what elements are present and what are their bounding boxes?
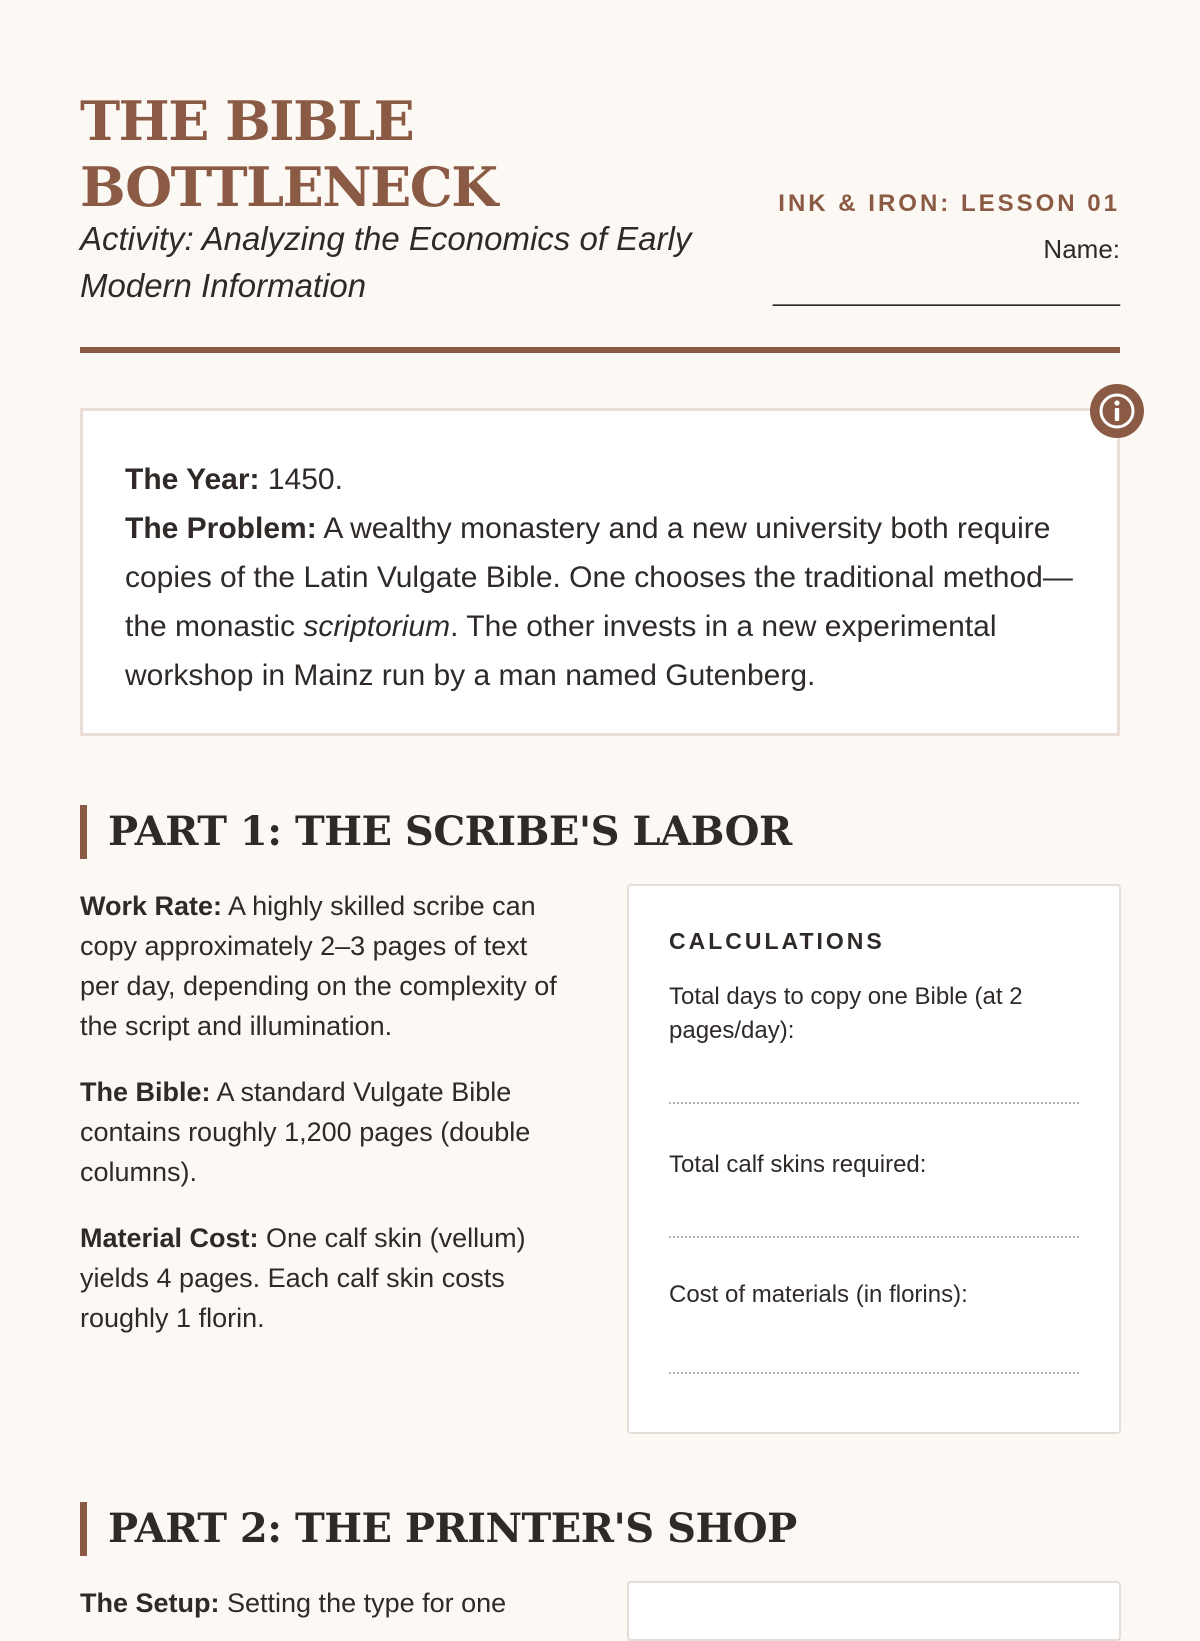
year-label: The Year: — [125, 463, 260, 496]
lesson-label: INK & IRON: LESSON 01 — [778, 190, 1120, 217]
problem-italic: scriptorium — [303, 610, 451, 643]
scenario-box — [80, 408, 1120, 736]
part1-facts — [80, 886, 560, 1364]
part2-heading: PART 2: THE PRINTER'S SHOP — [80, 1502, 1120, 1556]
problem-label: The Problem: — [125, 512, 317, 545]
year-value: 1450. — [259, 463, 343, 496]
setup-label: The Setup: — [80, 1588, 220, 1618]
calculations-title: CALCULATIONS — [669, 928, 885, 954]
fact-label: Work Rate: — [80, 891, 223, 921]
fact-label: The Bible: — [80, 1077, 211, 1107]
setup-text: Setting the type for one — [219, 1588, 507, 1618]
title-line-2: BOTTLENECK — [80, 155, 497, 219]
calc-question-days: Total days to copy one Bible (at 2 pages/day): — [669, 983, 1023, 1044]
answer-line-days[interactable] — [669, 1048, 1079, 1104]
fact-text: One calf skin (vellum) yields 4 pages. Each calf skin costs roughly 1 florin. — [80, 1223, 526, 1333]
calc-question-cost: Cost of materials (in florins): — [669, 1281, 968, 1308]
title-line-1: THE BIBLE — [80, 89, 414, 153]
problem-paragraph — [125, 504, 1077, 700]
part1-heading: PART 1: THE SCRIBE'S LABOR — [80, 805, 1120, 859]
fact-text: A highly skilled scribe can copy approximately 2–3 pages of text per day, depending on the complexity of the script and illumination. — [80, 891, 557, 1041]
name-blank-line[interactable]: ________________________ — [772, 277, 1120, 307]
part2-setup — [80, 1583, 560, 1623]
activity-subtitle: Activity: Analyzing the Economics of Early Modern Information — [80, 220, 692, 304]
name-label: Name: — [1043, 234, 1120, 264]
answer-line-skins[interactable] — [669, 1182, 1079, 1238]
info-icon[interactable] — [1090, 384, 1144, 438]
fact-work-rate — [80, 886, 560, 1046]
year-line — [125, 455, 1077, 504]
fact-bible — [80, 1072, 560, 1192]
info-icon-glyph — [1097, 391, 1137, 431]
fact-text: A standard Vulgate Bible contains roughly 1,200 pages (double columns). — [80, 1077, 531, 1187]
worksheet-title — [80, 88, 720, 220]
calculations-card — [627, 884, 1121, 1434]
problem-text-1: A wealthy monastery and a new university both require copies of the Latin Vulgate Bible. One chooses the traditional method—the monastic — [125, 512, 1073, 643]
calc-question-skins: Total calf skins required: — [669, 1151, 927, 1178]
problem-text-2: . The other invests in a new experimental workshop in Mainz run by a man named Gutenberg. — [125, 610, 997, 692]
part2-calculations-card — [627, 1581, 1121, 1641]
header-divider — [80, 347, 1120, 353]
fact-label: Material Cost: — [80, 1223, 259, 1253]
fact-material-cost — [80, 1218, 560, 1338]
answer-line-cost[interactable] — [669, 1312, 1079, 1374]
